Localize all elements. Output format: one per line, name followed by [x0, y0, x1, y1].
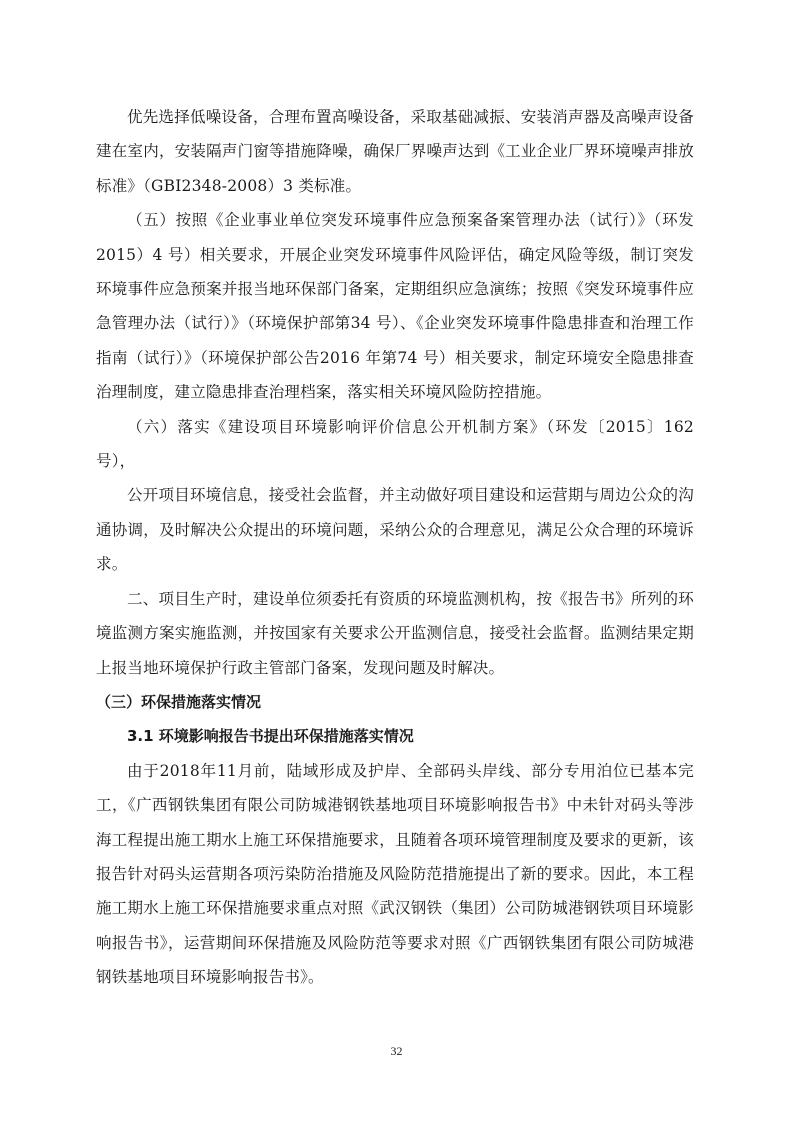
paragraph-info-disclosure: （六）落实《建设项目环境影响评价信息公开机制方案》（环发〔2015〕162 号）， — [96, 417, 694, 471]
paragraph-noise-measures: 优先选择低噪设备，合理布置高噪设备，采取基础减振、安装消声器及高噪声设备建在室内，安装隔声门窗等措施降噪，确保厂界噪声达到《工业企业厂界环境噪声排放标准》（GBI2348-2008）3 类标准。 — [96, 108, 694, 195]
paragraph-monitoring: 二、项目生产时，建设单位须委托有资质的环境监测机构，按《报告书》所列的环境监测方案实施监测，并按国家有关要求公开监测信息，接受社会监督。监测结果定期上报当地环境保护行政主管部门备案，发现问题及时解决。 — [96, 589, 694, 677]
paragraph-public-supervision: 公开项目环境信息，接受社会监督，并主动做好项目建设和运营期与周边公众的沟通协调，及时解决公众提出的环境问题，采纳公众的合理意见，满足公众合理的环境诉求。 — [96, 486, 694, 574]
subsection-heading: 3.1 环境影响报告书提出环保措施落实情况 — [127, 727, 414, 746]
paragraph-implementation: 由于2018年11月前，陆域形成及护岸、全部码头岸线、部分专用泊位已基本完工，《广西钢铁集团有限公司防城港钢铁基地项目环境影响报告书》中未针对码头等涉海工程提出施工期水上施工环保措施要求，且随着各项环境管理制度及要求的更新，该报告针对码头运营期各项污染防治措施及风险防范措施提出了新的要求。因此，本工程施工期水上施工环保措施要求重点对照《武汉钢铁（集团）公司防城港钢铁项目环境影响报告书》，运营期间环保措施及风险防范等要求对照《广西钢铁集团有限公司防城港钢铁基地项目环境影响报告书》。 — [96, 761, 694, 987]
paragraph-emergency-plan: （五）按照《企业事业单位突发环境事件应急预案备案管理办法（试行）》（环发2015）4 号）相关要求，开展企业突发环境事件风险评估，确定风险等级，制订突发环境事件应急预案并报当地环保部门备案，定期组织应急演练；按照《突发环境事件应急管理办法（试行）》（环境保护部第34 号）、《企业突发环境事件隐患排查和治理工作指南（试行）》（环境保护部公告2016 年第74 号）相关要求，制定环境安全隐患排查治理制度，建立隐患排查治理档案，落实相关环境风险防控措施。 — [96, 211, 694, 402]
page-number: 32 — [390, 1044, 403, 1058]
page-content — [96, 100, 694, 995]
section-heading: （三）环保措施落实情况 — [96, 692, 262, 711]
